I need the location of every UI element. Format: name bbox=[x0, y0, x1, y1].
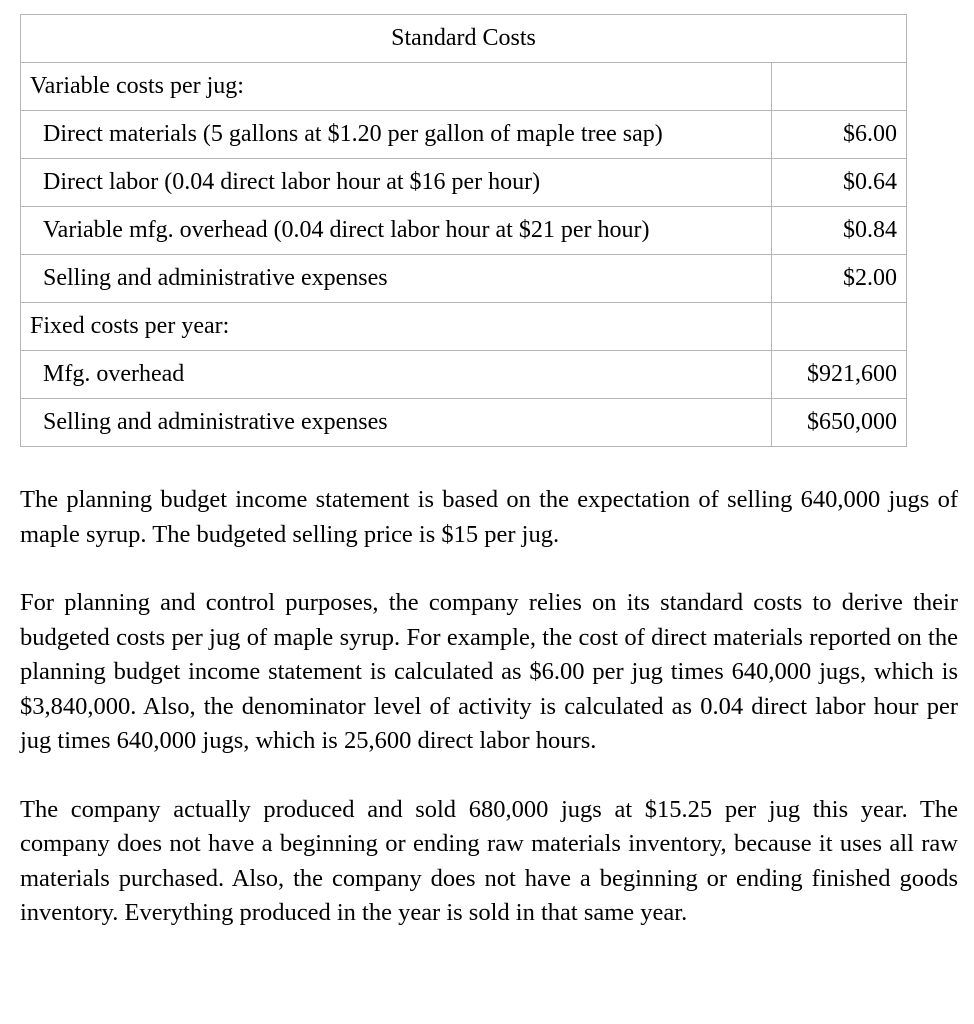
cost-item-amount: $0.64 bbox=[772, 159, 907, 207]
empty-amount-cell bbox=[772, 63, 907, 111]
actual-results-paragraph: The company actually produced and sold 680,000 jugs at $15.25 per jug this year. The company does not have a beginning or ending raw materials inventory, because it uses all raw materials purchased. Also, the company does not have a beginning or ending finished goods inventory. Everything produced in the year is sold in that same year. bbox=[20, 795, 958, 926]
cost-item-amount: $0.84 bbox=[772, 207, 907, 255]
cost-item-label: Direct labor (0.04 direct labor hour at $16 per hour) bbox=[21, 159, 772, 207]
table-title-row bbox=[21, 15, 907, 63]
cost-item-label: Direct materials (5 gallons at $1.20 per gallon of maple tree sap) bbox=[21, 111, 772, 159]
fixed-costs-header: Fixed costs per year: bbox=[21, 303, 772, 351]
cost-item-amount: $921,600 bbox=[772, 351, 907, 399]
standard-costs-paragraph: For planning and control purposes, the company relies on its standard costs to derive their budgeted costs per jug of maple syrup. For example, the cost of direct materials reported on the planning budget income statement is calculated as $6.00 per jug times 640,000 jugs, which is $3,840,000. Also, the denominator level of activity is calculated as 0.04 direct labor hour per jug times 640,000 jugs, which is 25,600 direct labor hours. bbox=[20, 589, 958, 754]
table-row bbox=[21, 63, 907, 111]
cost-item-label: Selling and administrative expenses bbox=[21, 255, 772, 303]
cost-item-amount: $6.00 bbox=[772, 111, 907, 159]
table-row bbox=[21, 255, 907, 303]
table-row bbox=[21, 303, 907, 351]
empty-amount-cell bbox=[772, 303, 907, 351]
cost-item-label: Selling and administrative expenses bbox=[21, 399, 772, 447]
cost-item-label: Variable mfg. overhead (0.04 direct labor hour at $21 per hour) bbox=[21, 207, 772, 255]
table-row bbox=[21, 159, 907, 207]
cost-item-amount: $650,000 bbox=[772, 399, 907, 447]
table-row bbox=[21, 111, 907, 159]
cost-item-amount: $2.00 bbox=[772, 255, 907, 303]
table-title: Standard Costs bbox=[21, 15, 907, 63]
table-row bbox=[21, 207, 907, 255]
table-row bbox=[21, 399, 907, 447]
planning-budget-paragraph: The planning budget income statement is based on the expectation of selling 640,000 jugs of maple syrup. The budgeted selling price is $15 per jug. bbox=[20, 486, 958, 548]
table-row bbox=[21, 351, 907, 399]
variable-costs-header: Variable costs per jug: bbox=[21, 63, 772, 111]
cost-item-label: Mfg. overhead bbox=[21, 351, 772, 399]
standard-costs-table bbox=[20, 14, 907, 447]
body-text bbox=[20, 483, 958, 965]
